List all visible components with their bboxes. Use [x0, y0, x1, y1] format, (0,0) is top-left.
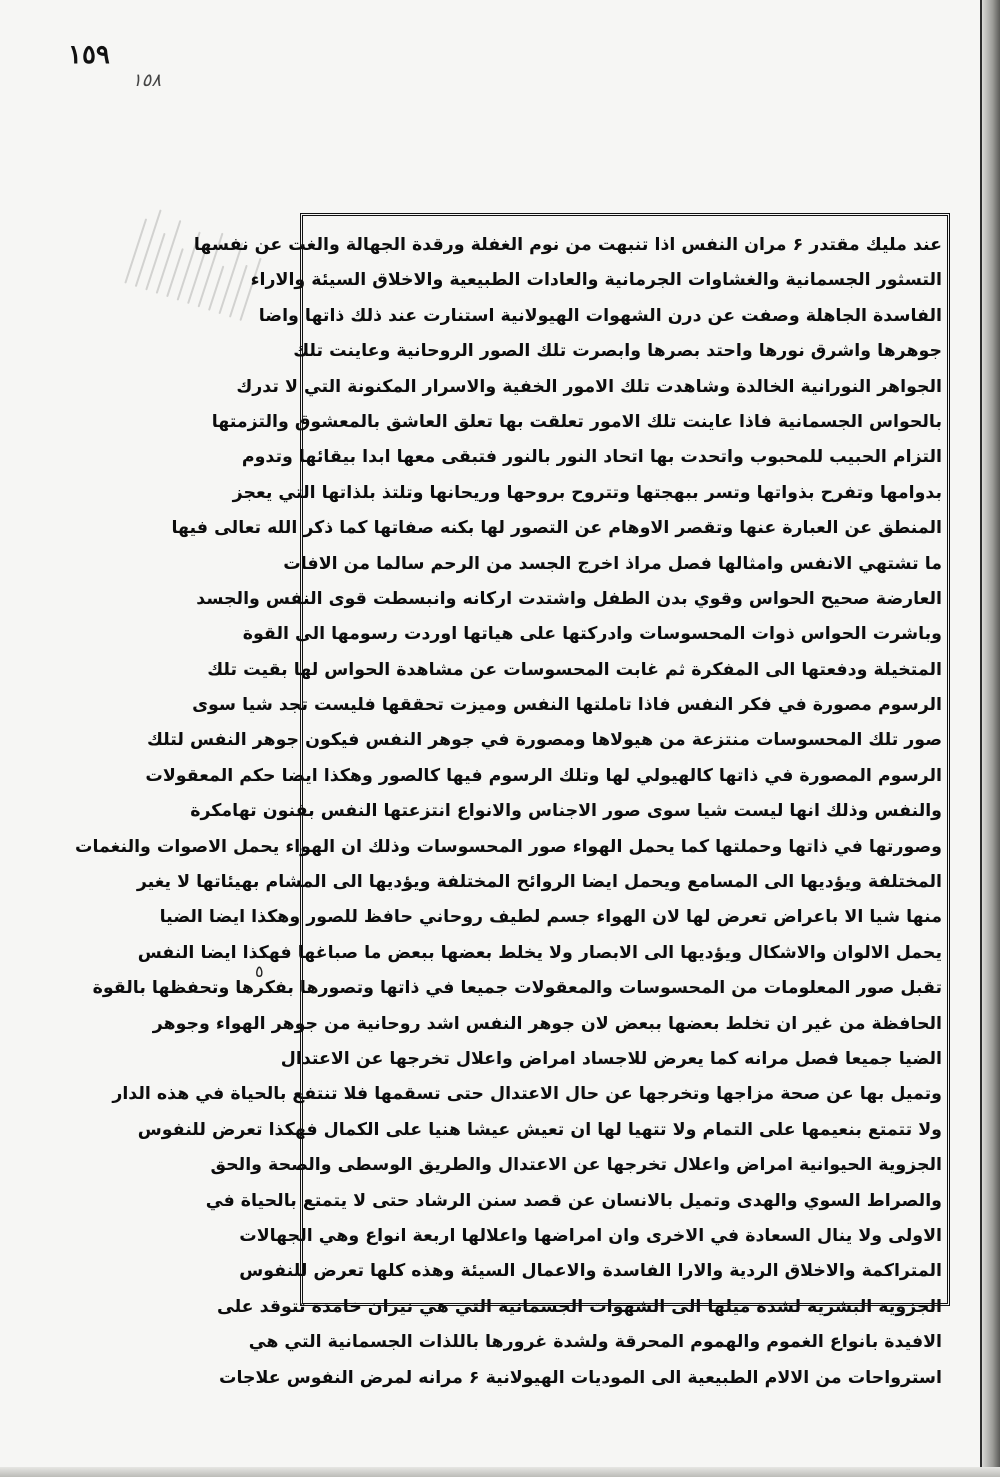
- text-line: الرسوم المصورة في ذاتها كالهيولي لها وتلك الرسوم فيها كالصور وهكذا ايضا حكم المعقولات: [145, 765, 942, 786]
- text-line: الجزوية البشرية لشدة ميلها الى الشهوات الجسمانية التي هي نيران خامدة تتوقد على: [216, 1296, 942, 1317]
- text-line: الحافظة من غير ان تخلط بعضها ببعض لان جوهر النفس اشد روحانية من جوهر الهواء وجوهر: [152, 1013, 942, 1034]
- text-line: عند مليك مقتدر ۶ مران النفس اذا تنبهت من نوم الغفلة ورقدة الجهالة والغت عن نفسها: [193, 235, 942, 255]
- book-edge: [982, 0, 1000, 1477]
- text-line: تقبل صور المعلومات من المحسوسات والمعقولات جميعا في ذاتها وتصورها بفكرها وتحفظها بالقوة: [92, 978, 942, 999]
- text-line: التسثور الجسمانية والغشاوات الجرمانية والعادات الطبيعية والاخلاق السيئة والاراء: [250, 270, 942, 291]
- text-line: التزام الحبيب للمحبوب واتحدت بها اتحاد النور بالنور فتبقى معها ابدا بيقائها وتدوم: [241, 447, 942, 468]
- page-gutter-line: [980, 0, 982, 1477]
- text-line: الفاسدة الجاهلة وصفت عن درن الشهوات الهيولانية استنارت عند ذلك ذاتها واضا: [258, 305, 942, 326]
- text-line: منها شيا الا باعراض تعرض لها لان الهواء جسم لطيف روحاني حافظ للصور وهكذا ايضا الضيا: [159, 907, 942, 928]
- text-line: بالحواس الجسمانية فاذا عاينت تلك الامور تعلقت بها تعلق العاشق بالمعشوق والتزمتها: [211, 411, 942, 432]
- text-line: استرواحات من الالام الطبيعية الى الموديات الهيولانية ۶ مرانه لمرض النفوس علاجات: [219, 1367, 942, 1388]
- text-line: المتراكمة والاخلاق الردية والارا الفاسدة والاعمال السيئة وهذه كلها تعرض للنفوس: [239, 1261, 942, 1282]
- text-line: صور تلك المحسوسات منتزعة من هيولاها ومصورة في جوهر النفس فيكون جوهر النفس لتلك: [146, 730, 942, 751]
- folio-number: ١٥٩: [68, 40, 110, 70]
- text-line: وتميل بها عن صحة مزاجها وتخرجها عن حال الاعتدال حتى تسقمها فلا تنتفع بالحياة في هذه الدار: [112, 1084, 942, 1105]
- page-bottom-edge: [0, 1467, 1000, 1477]
- text-line: الضيا جميعا فصل مرانه كما يعرض للاجساد امراض واعلال تخرجها عن الاعتدال: [280, 1048, 942, 1069]
- text-line: يحمل الالوان والاشكال ويؤديها الى الابصار ولا يخلط بعضها ببعض ما صباغها فهكذا ايضا النفس: [137, 942, 942, 963]
- text-line: العارضة صحيح الحواس وقوي بدن الطفل واشتدت اركانه وانبسطت قوى النفس والجسد: [196, 588, 942, 609]
- text-line: الافيدة بانواع الغموم والهموم المحرقة ولشدة غرورها باللذات الجسمانية التي هي: [248, 1332, 942, 1353]
- text-line: ما تشتهي الانفس وامثالها فصل مراذ اخرج الجسد من الرحم سالما من الافات: [283, 553, 942, 574]
- folio-old-number: ١٥٨: [132, 70, 162, 91]
- text-line: بدوامها وتفرح بذواتها وتسر ببهجتها وتتروح بروحها وريحانها وتلتذ بلذاتها التي يعجز: [232, 482, 942, 503]
- text-line: الرسوم مصورة في فكر النفس فاذا تاملتها النفس وميزت تحققها فليست تجد شيا سوى: [192, 695, 942, 716]
- text-line: المنطق عن العبارة عنها وتقصر الاوهام عن التصور لها بكنه صفاتها كما ذكر الله تعالى فيها: [171, 518, 942, 539]
- text-line: جوهرها واشرق نورها واحتد بصرها وابصرت تلك الصور الروحانية وعاينت تلك: [293, 341, 942, 362]
- text-line: وصورتها في ذاتها وحملتها كما يحمل الهواء صور المحسوسات وذلك ان الهواء يحمل الاصوات والنغمات: [74, 836, 942, 857]
- text-line: والنفس وذلك انها ليست شيا سوى صور الاجناس والانواع انتزعتها النفس بفنون تهامكرة: [190, 801, 942, 822]
- manuscript-text-block: [74, 228, 942, 1388]
- text-line: المتخيلة ودفعتها الى المفكرة ثم غابت المحسوسات عن مشاهدة الحواس لها بقيت تلك: [207, 659, 942, 680]
- margin-line-marker: ٥: [255, 962, 264, 981]
- text-line: الجواهر النورانية الخالدة وشاهدت تلك الامور الخفية والاسرار المكنونة التي لا تدرك: [236, 376, 942, 397]
- text-line: المختلفة ويؤديها الى المسامع ويحمل ايضا الروائح المختلفة ويؤديها الى المشام بهيئاتها لا يغير: [136, 872, 942, 893]
- text-line: الجزوية الحيوانية امراض واعلال تخرجها عن الاعتدال والطريق الوسطى والصحة والحق: [210, 1155, 942, 1176]
- text-line: الاولى ولا ينال السعادة في الاخرى وان امراضها واعلالها اربعة انواع وهي الجهالات: [239, 1225, 942, 1246]
- text-line: ولا تتمتع بنعيمها على التمام ولا تتهيا لها ان تعيش عيشا هنيا على الكمال فهكذا تعرض للنفوس: [137, 1119, 942, 1140]
- text-line: وباشرت الحواس ذوات المحسوسات وادركتها على هياتها اوردت رسومها الى القوة: [242, 624, 942, 645]
- text-line: والصراط السوي والهدى وتميل بالانسان عن قصد سنن الرشاد حتى لا يتمتع بالحياة في: [205, 1190, 942, 1211]
